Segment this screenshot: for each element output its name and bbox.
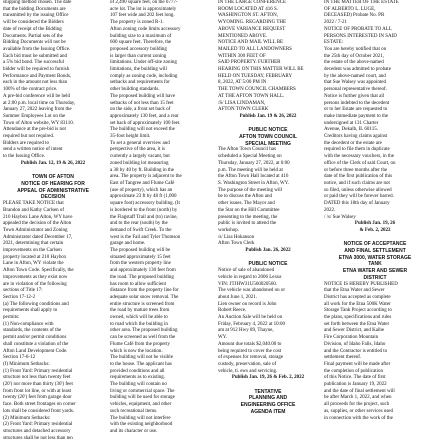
notice-text-line: garage and home. [110,241,146,247]
notice-text-line: currently a largely vacant, but [110,154,170,160]
notice-text-line: Fire Corporation Mountain [324,335,379,341]
notice-text-line: District has accepted as complete [324,294,391,300]
notice-text-line: in connection with the work of the [324,415,393,421]
notice-text-line: ESTATE: [324,40,344,46]
notice-text-line: of this Notice. The date of first [324,375,386,381]
notice-text-line: settlement thereof. [324,355,362,361]
notice-spacer [3,168,103,175]
notice-text-line: bidder will be required to furnish [3,67,70,73]
notice-text-line: 2022 / 7-21 [324,20,348,26]
notice-text-line: Lien owner on record is John [218,301,277,307]
notice-text-line: 107 feet wide and 202 feet long. [110,13,175,19]
notice-text-line: To set a general overview and [110,140,170,146]
notice-text-line: WYOMING. REGARDING THE [218,20,287,26]
notice-text-line: being required to cover the cost [218,348,282,354]
notice-text-line: Each bid must be submitted and [3,53,68,59]
notice-text-line: by the above-named court, and [324,73,386,79]
notice-text-line: a 5% bid bond. The successful [3,60,65,66]
notice-text-line: 8, 2022, AT 5:00 PM IN [218,80,267,86]
notice-text-line: Flume Café from the property [110,341,170,347]
notice-text-line: property located at 210 Haybox [3,254,67,260]
notice-text-line: VIN: JTJHW31U560020560. [218,281,278,287]
notice-text-line: all proceeds for the project, such [324,402,390,408]
notice-text-line: NOTICE AND MAIL WILL BE [218,40,284,46]
notice-text-line: has room to allow sufficient [110,281,167,287]
notice-text-line: demand of Swift Creek. To the [110,227,172,233]
notice-text-line: about June 1, 2021. [218,294,258,300]
notice-text-line: Creditors having claims against [324,134,388,140]
notice-text-line: each in the amount not less than [3,80,68,86]
notice-heading: TANK [368,261,382,268]
notice-text-line: S. Washington Street in Afton, WY. [218,180,289,186]
notice-heading: ENGINEERING OFFICE [240,402,296,409]
notice-text-line: transmitted by the issuing Office [3,13,69,19]
notice-text-line: the road by mature trees from [110,308,170,314]
notice-text-line: the completion of publication [324,368,384,374]
notice-heading: ETNA 3000, WATER STORAGE [338,254,412,261]
notice-text-line: or before three months after the [324,167,388,173]
notice-text-line: all work for the Etna 500K Water [324,301,391,307]
notice-text-line: office of the Clerk of said Court, on [324,160,396,166]
notice-spacer [218,121,318,128]
notice-text-line: NOTICE IS HEREBY PUBLISHED [324,281,398,287]
notice-text-line: p.m. The meeting will be held at [218,167,283,173]
notice-text-line: Afton Town Code. Specifically, the [3,268,74,274]
notice-text-line: of 2,490 square feet, on the 6777- [110,0,178,5]
notice-text-line: personal representative thereof. [324,87,387,93]
notice-text-line: zoned building lot measuring [110,160,169,166]
notice-text-line: notice, and if such claims are not [324,180,390,186]
notice-text-line: available from the Issuing Office. [3,46,71,52]
notice-text-line: MAILED TO ALL LANDOWNERS [218,46,292,52]
notice-text-line: on the side, a front set back of [110,107,171,113]
publish-date-line: Publish Jan. 19, 26 & Feb. 2, 2022 [231,375,305,381]
notice-text-line: and its character or use. [110,429,158,434]
notice-text-line: of expenses for removal, storage [218,355,284,361]
notice-text-line: Town Administrator and Zoning [3,227,68,233]
notice-text-line: 100% of the contract price. [3,87,58,93]
notice-spacer [324,235,426,242]
notice-text-line: distance from the property line for [110,288,179,294]
notice-text-line: Afton Land Development Code. [3,348,68,354]
notice-text-line: or to her Estate are requested to [324,107,388,113]
notice-text-line: Performance and Payment Bonds, [3,73,72,79]
publish-date-line: Publish Jan. 26, 2022 [245,248,291,254]
notice-text-line: A pre-bid conference will be held [3,93,71,99]
notice-text-line: (20') nor more than thirty (30') feet [3,382,73,388]
notice-text-line: adequate solar snow removal. The [110,294,179,300]
notice-text-line: that the bidding Documents are [3,6,66,12]
notice-text-line: to road which the building in [110,321,168,327]
notice-text-line: AT THE AFTON TOWN HALL. [218,93,285,99]
notice-text-line: /s/ Lisa Hokanson [218,234,255,240]
notice-text-line: scheduled a Special Meeting on [218,154,282,160]
notice-text-line: face. Both street frontages on corner [3,402,76,408]
notice-text-line: Bidding Documents will not be [3,40,66,46]
notice-text-line: and Sewer District, and Kaibe [324,328,385,334]
notice-text-line: shipping method chosen. The date [3,0,72,5]
notice-text-line: required but not required. [3,134,55,140]
notice-text-line: decedent was admitted to probate [324,67,391,73]
notice-text-line: the Star on the Hill Committee [218,207,280,213]
notice-text-line: Notice of sale of abandoned [218,268,275,274]
notice-text-line: the Afton Town Hall located at 416 [218,174,289,180]
notice-text-line: (2) Minimum Setbacks: [3,415,51,421]
notice-text-line: Avenue, Dekalb, IL 60115. [324,127,378,133]
publish-date-line: & Feb. 2, 2022 [359,227,391,233]
notice-text-line: Final payment will be made after [324,361,391,367]
notice-text-line: WASHINGTON ST. AFTON, [218,13,279,19]
notice-text-line: and approximately 130 feet from [110,268,176,274]
notice-text-line: other building standards. [110,87,160,93]
notice-text-line: set forth between the Etna Water [324,321,390,327]
notice-text-line: are in violation of the following [3,281,67,287]
notice-text-line: structures shall be not less than ten [3,435,73,441]
notice-text-line: permits: [3,315,20,321]
notice-text-line: Notice is further given that all [324,93,385,99]
publish-date-line: Publish Jan. 12, 19 & 26, 2022 [20,160,86,166]
notice-text-line: limitations. Under off-site zoning [110,60,177,66]
notice-text-line: public is invited to attend the [218,221,277,227]
notice-heading: DISTRICT [363,274,387,281]
notice-text-line: other issues. The Mayor and [218,201,275,207]
notice-text-line: send a written notice of intent [3,147,63,153]
notice-text-line: area. The property is adjacent to the [110,174,182,180]
notice-text-line: undersigned at 131 Charter [324,120,379,126]
notice-text-line: twenty (20') feet from garage door [3,395,72,401]
notice-text-line: permit and/or permit conditions [3,335,67,341]
notice-text-line: THE TOWN COUNCIL CHAMBERS [218,87,296,93]
notice-text-line: Town of Alton website, WY 83110. [3,120,74,126]
notice-text-line: the 25th day of October 2021, [324,53,384,59]
notice-text-line: shall constitute a violation of the [3,341,69,347]
notice-text-line: and the date of final settlement will [324,388,395,394]
notice-text-line: The building will not be visible [110,355,173,361]
notice-heading: TENTATIVE [254,388,282,395]
notice-text-line: Section 17-12-2 [3,294,36,300]
notice-text-line: (2) Front Yard: Primary residential [3,422,73,428]
notice-text-line: entire structure is screened from [110,301,175,307]
notice-text-line: OF ALBERTO L. LUGE, [324,6,376,12]
notice-text-line: (a) The following conditions and [3,301,69,307]
notice-text-line: am at 912 Hwy 89, Thayne, [218,328,274,334]
notice-text-line: 2021, determining that certain [3,241,64,247]
notice-text-line: lots shall be considered front yards. [3,408,75,414]
notice-heading: PUBLIC NOTICE [248,261,288,268]
notice-text-line: comply as zoning code, including [110,73,178,79]
notice-text-line: at 2:00 p.m. local time on Thursday, [3,100,76,106]
notice-text-line: is larger than current zoning [110,53,167,59]
notice-text-line: The vehicle was abandoned on or [218,288,286,294]
notice-text-line: AFTON TOWN CLERK [218,107,269,113]
notice-text-line: 2022. [324,207,336,213]
notice-heading: AND FINAL SETTLEMENT [344,248,406,255]
notice-text-line: sections of Title 17: [3,288,43,294]
notice-text-line: as, supplies, or other services used [324,408,394,414]
notice-text-line: that the Etna Water and Sewer [324,288,385,294]
notice-text-line: ROOM LOCATED AT 416 S. [218,6,279,12]
notice-text-line: acre lot. The lot is approximately [110,6,177,12]
notice-text-line: the Flagstaff Trail and (to) ravine, [110,214,178,220]
notice-text-line: from front lot line, or with at least [3,388,72,394]
notice-text-line: Brandon and Kathy Carlsen of [3,207,65,213]
notice-text-line: Lane in Afton, WY violate the [3,261,64,267]
notice-text-line: IN THE MATTER OF THE ESTATE [324,0,399,5]
notice-spacer [218,255,318,262]
notice-text-line: (1) Front Yard: Primary residential [3,368,73,374]
notice-text-line: Summer Employees Lot on the [3,113,66,119]
notice-text-line: requirements as to existing. [110,375,165,381]
notice-heading: AFTON TOWN COUNCIL [239,134,297,141]
notice-text-line: presenting to the meeting, the [218,214,278,220]
notice-text-line: be after March 1, 2022, and when [324,395,392,401]
notice-heading: SPECIAL MEETING [245,140,291,147]
notice-text-line: Thursday, January 27, 2022, at 6:00 [218,160,290,166]
notice-text-line: The building will contain no [110,382,167,388]
notice-heading: PUBLIC NOTICE [248,127,288,134]
notice-heading: TOWN OF AFTON [32,174,74,181]
notice-text-line: to the Issuing Office. [3,154,46,160]
column-3 [218,0,318,416]
notice-text-line: / /s/ Sue Walsey [324,214,356,220]
notice-text-line: HEARING ON THIS MATTER WILL BE [218,67,304,73]
notice-text-line: appealed the decision of the Alton [3,221,72,227]
notice-text-line: Section 17-6-12 [3,355,36,361]
notice-text-line: structures and detached accessory [3,429,71,434]
column-1 [3,0,103,442]
notice-text-line: the road. The proposed building [110,274,174,280]
publish-date-line: Publish Jan. 19 & 26, 2022 [239,113,297,119]
notice-text-line: make immediate payment to the [324,113,389,119]
notice-text-line: The proposed building will be [110,248,171,254]
notice-text-line: improvements as they exist now [3,274,68,280]
notice-text-line: set back of approximately 100 feet. [110,120,181,126]
notice-text-line: PERSONS INTERESTED IN SAID [324,33,397,39]
notice-text-line: building will be used for storage [110,395,175,401]
notice-text-line: The proposed building will have [110,93,175,99]
notice-heading: NOTICE OF HEARING FOR [21,180,85,187]
notice-text-line: can be screened as well from the [110,335,176,341]
notice-text-line: standards, the contents of the [3,328,62,334]
notice-text-line: with the necessary vouchers, in the [324,154,394,160]
notice-text-line: Afton Town Clerk [218,241,255,247]
notice-text-line: situated approximately 15 feet [110,254,171,260]
notice-text-line: is bordered to the front (north) by [110,207,178,213]
notice-text-line: to the house. The applicant has [110,361,172,367]
notice-text-line: be to discuss the Afton and [218,194,273,200]
notice-text-line: owned, which will be able to [110,315,168,321]
column-2 [110,0,213,436]
publish-date-line: Publish Jan. 19, 26 [354,221,396,227]
notice-text-line: DATED this 18th day of January [324,201,390,207]
notice-text-line: Robert Reece. [218,308,247,314]
notice-text-line: The property is zoned R-1. [110,20,164,26]
notice-text-line: The Afton Town Council has [218,147,276,153]
notice-text-line: approximately 130 feet, and a rear [110,113,179,119]
notice-text-line: provided conditions and all [110,368,165,374]
notice-text-line: (f) Minimum Setbacks: [3,361,50,367]
notice-text-line: Afton zoning code limits accessory [110,26,181,32]
notice-text-line: date of the first publication of this [324,174,393,180]
notice-text-line: The building will not exceed the [110,127,175,133]
notice-text-line: (1) Non-compliance with [3,321,54,327]
notice-text-line: (use of property), which has an [110,187,173,193]
notice-text-line: Documents. Partial sets of the [3,33,63,39]
notice-text-line: improvements on the Carlsen [3,248,62,254]
notice-text-line: building size to a maximum of [110,33,172,39]
notice-heading: APPEAL OF ADMINISTRATIVE [17,187,89,194]
notice-text-line: SAID PROPERTY. FURTHER [218,60,281,66]
notice-text-line: 210 Haybox Lane Alton, WY have [3,214,73,220]
notice-text-line: NOTICE OF PROBATE TO ALL [324,26,392,32]
notice-text-line: living or commercial space. The [110,388,175,394]
notice-text-line: January 27, 2022 leaving from the [3,107,72,113]
notice-text-line: An Auction Sale will be held on [218,315,283,321]
notice-heading: DECISION [40,194,66,201]
column-4 [324,0,426,422]
notice-text-line: vehicle, ti. ews and servicing. [218,368,278,374]
notice-text-line: such recreational items. [110,408,158,414]
notice-text-line: Storage Tank Project according to [324,308,392,314]
notice-text-line: from the western property line [110,261,171,267]
notice-text-line: You are hereby notified that on [324,46,387,52]
notice-text-line: and the Contractor is entitled to [324,348,388,354]
notice-text-line: the decedent or the estate are [324,140,382,146]
notice-text-line: Administrator dated December 17, [3,234,73,240]
notice-spacer [218,382,318,389]
notice-text-line: that Sue Walsey was appointed [324,80,386,86]
notice-text-line: Amount due totals $2,040.00 to [218,341,282,347]
notice-text-line: Attendance at the pre-bid is not [3,127,66,133]
notice-text-line: East of Tangree and Flume Café [110,180,175,186]
notice-heading: ETNA WATER AND SEWER [342,268,408,275]
notice-text-line: square foot) accessory building. (It [110,201,180,207]
notice-text-line: Bidders are required to [3,140,49,146]
notice-text-line: with the existing neighborhood [110,422,173,428]
notice-text-line: The purpose of the meeting will [218,187,283,193]
notice-text-line: so filed, unless otherwise allowed [324,187,392,193]
notice-text-line: date of receipt of the Bidding [3,26,62,32]
notice-text-line: perspective of the area, it is [110,147,165,153]
notice-text-line: other area. The proposed building [110,328,178,334]
notice-text-line: Friday, February 4, 2022 at 10:00 [218,321,286,327]
notice-text-line: persons indebted to the decedent [324,100,390,106]
notice-text-line: requirements shall apply to [3,308,58,314]
notice-text-line: /S/ LISA LINDAMAN, [218,100,266,106]
notice-text-line: HELD ON TUESDAY, FEBRUARY [218,73,293,79]
notice-text-line: custody, preservation, sale of [218,361,277,367]
notice-text-line: setbacks of not less than 15 feet [110,100,174,106]
notice-text-line: DECEASED) Probate No. PR [324,13,385,19]
notice-text-line: IN THE LARGE CONFERENCE [218,0,287,5]
notice-text-line: and to the rear (south) by the [110,221,168,227]
notice-text-line: ABOVE VARIANCE REQUEST [218,26,286,32]
notice-text-line: required to file them in duplicate [324,147,390,153]
notice-text-line: 600 square feet. Therefore, the [110,40,172,46]
notice-text-line: approximate 23 ft by 48 ft (1,000 [110,194,177,200]
notice-text-line: WY. [218,335,227,341]
notice-text-line: vehicle in regard to 2006 Lexus [218,274,282,280]
notice-text-line: or paid they will be forever barred. [324,194,394,200]
notice-heading: AGENDA ITEM [250,408,286,415]
notice-heading: PLANNING AND [248,395,288,402]
notice-text-line: 35-foot height limit. [110,134,151,140]
notice-text-line: which is now the location. [110,348,163,354]
notice-text-line: limitations, the building will [110,67,167,73]
notice-text-line: the plans, specifications and rules [324,315,392,321]
notice-text-line: proposed accessory building [110,46,167,52]
notice-text-line: setbacks and requirements for [110,80,170,86]
notice-text-line: publication is January 19, 2022 [324,382,387,388]
notice-text-line: a 38 by 40 by ft. Building in the [110,167,175,173]
notice-heading: NOTICE OF ACCEPTANCE [343,241,407,248]
notice-text-line: The building will not interfere [110,415,171,421]
notice-text-line: will be considered the Bidders [3,20,64,26]
notice-text-line: the estate of the above-named [324,60,384,66]
notice-text-line: structure not less than twenty feet [3,375,71,381]
notice-text-line: MENTIONED ABOVE. [218,33,268,39]
notice-text-line: Division, of Idaho Falls, Idaho [324,341,386,347]
notice-text-line: PLEASE TAKE NOTICE that [3,201,64,207]
notice-text-line: workshop. [218,227,239,233]
notice-text-line: WITHIN 300 FEET OF [218,53,266,59]
notice-text-line: west is the Fail and Tyler Thomson [110,234,181,240]
notice-text-line: vehicles, equipment, and other [110,402,172,408]
